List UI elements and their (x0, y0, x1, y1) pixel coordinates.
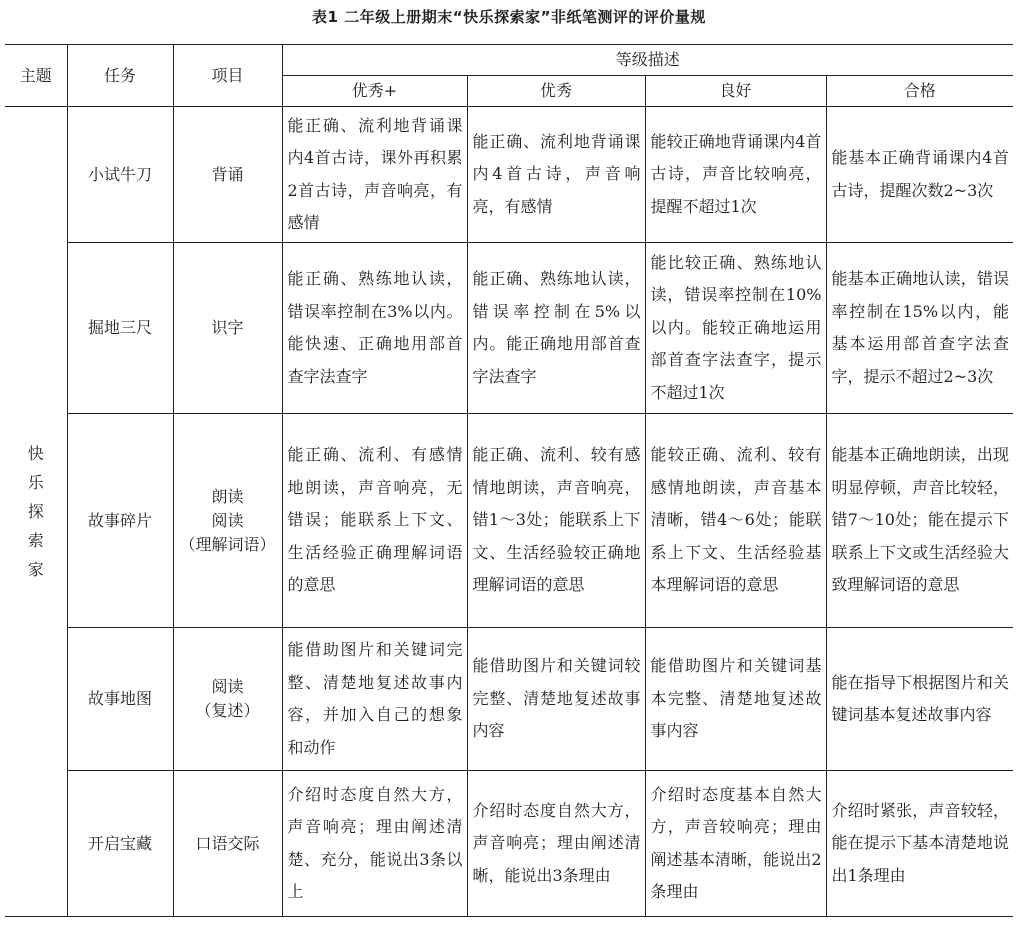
header-task: 任务 (67, 45, 173, 107)
level-cell: 能较正确、流利、较有感情地朗读，声音基本清晰，错4～6处；能联系上下文、生活经验基本理解词语的意思 (645, 414, 826, 628)
task-cell: 故事地图 (67, 628, 173, 771)
level-cell: 能基本正确背诵课内4首古诗，提醒次数2~3次 (826, 107, 1013, 243)
item-line: （复述） (195, 701, 260, 720)
task-cell: 掘地三尺 (67, 243, 173, 414)
theme-cell (5, 107, 67, 917)
level-cell: 能正确、流利、较有感情地朗读，声音响亮，错1～3处；能联系上下文、生活经验较正确地理解词语的意思 (467, 414, 645, 628)
level-cell: 能借助图片和关键词基本完整、清楚地复述故事内容 (645, 628, 826, 771)
header-grade-description: 等级描述 (282, 45, 1013, 76)
level-cell: 介绍时态度自然大方，声音响亮；理由阐述清楚、充分，能说出3条以上 (282, 771, 467, 917)
level-cell: 能借助图片和关键词完整、清楚地复述故事内容，并加入自己的想象和动作 (282, 628, 467, 771)
level-cell: 能借助图片和关键词较完整、清楚地复述故事内容 (467, 628, 645, 771)
item-cell (173, 243, 282, 414)
rubric-table (5, 44, 1013, 917)
item-line: （理解词语） (179, 534, 276, 554)
header-level-good: 良好 (645, 76, 826, 107)
table-caption: 表1 二年级上册期末“快乐探索家”非纸笔测评的评价量规 (312, 8, 706, 26)
level-cell: 能比较正确、熟练地认读，错误率控制在10%以内。能较正确地运用部首查字法查字，提示不超过1次 (645, 243, 826, 414)
level-cell: 介绍时态度基本自然大方，声音较响亮；理由阐述基本清晰，能说出2条理由 (645, 771, 826, 917)
item-line: 口语交际 (195, 833, 260, 853)
item-line: 阅读 (211, 510, 244, 530)
item-line: 背诵 (211, 164, 244, 184)
level-cell: 能正确、流利地背诵课内4首古诗，声音响亮，有感情 (467, 107, 645, 243)
level-cell: 介绍时紧张，声音较轻，能在提示下基本清楚地说出1条理由 (826, 771, 1013, 917)
theme-value: 快乐探索家 (27, 444, 44, 579)
level-cell: 能正确、流利、有感情地朗读，声音响亮，无错误；能联系上下文、生活经验正确理解词语的意思 (282, 414, 467, 628)
level-cell: 能正确、熟练地认读，错误率控制在3%以内。能快速、正确地用部首查字法查字 (282, 243, 467, 414)
item-line: 阅读 (211, 677, 244, 696)
level-cell: 能正确、熟练地认读，错误率控制在5%以内。能正确地用部首查字法查字 (467, 243, 645, 414)
item-cell (173, 107, 282, 243)
item-cell (173, 771, 282, 917)
header-theme: 主题 (5, 45, 67, 107)
header-level-excellent: 优秀 (467, 76, 645, 107)
table-row (5, 243, 1013, 414)
level-cell: 能基本正确地朗读，出现明显停顿，声音比较轻，错7～10处；能在提示下联系上下文或生活经验大致理解词语的意思 (826, 414, 1013, 628)
level-cell: 能正确、流利地背诵课内4首古诗，课外再积累2首古诗，声音响亮，有感情 (282, 107, 467, 243)
table-row (5, 107, 1013, 243)
table-row (5, 771, 1013, 917)
level-cell: 能较正确地背诵课内4首古诗，声音比较响亮，提醒不超过1次 (645, 107, 826, 243)
task-cell: 小试牛刀 (67, 107, 173, 243)
header-level-pass: 合格 (826, 76, 1013, 107)
level-cell: 能基本正确地认读，错误率控制在15%以内，能基本运用部首查字法查字，提示不超过2~3次 (826, 243, 1013, 414)
table-row (5, 628, 1013, 771)
item-cell (173, 414, 282, 628)
item-line: 识字 (211, 318, 244, 337)
task-cell: 开启宝藏 (67, 771, 173, 917)
task-cell: 故事碎片 (67, 414, 173, 628)
header-item: 项目 (173, 45, 282, 107)
table-row (5, 414, 1013, 628)
item-cell (173, 628, 282, 771)
header-row-1 (5, 45, 1013, 76)
level-cell: 能在指导下根据图片和关键词基本复述故事内容 (826, 628, 1013, 771)
header-level-excellent-plus: 优秀+ (282, 76, 467, 107)
item-line: 朗读 (211, 486, 244, 506)
level-cell: 介绍时态度自然大方，声音响亮；理由阐述清晰，能说出3条理由 (467, 771, 645, 917)
